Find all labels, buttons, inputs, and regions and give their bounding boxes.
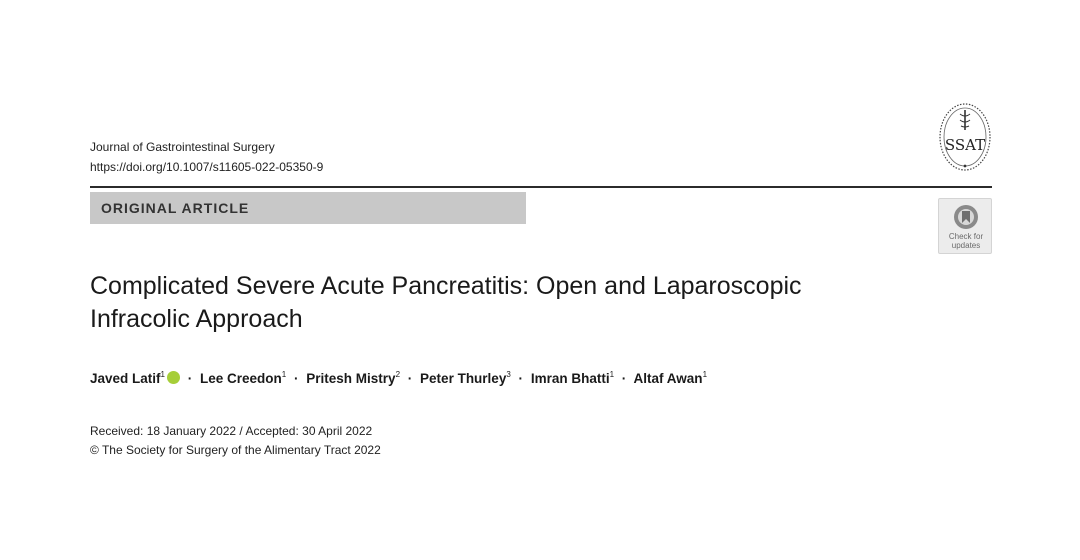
crossmark-icon [953, 204, 979, 230]
header-rule [90, 186, 992, 188]
doi-link[interactable]: https://doi.org/10.1007/s11605-022-05350-9 [90, 160, 324, 174]
author-affiliation: 1 [609, 370, 615, 379]
received-accepted-dates: Received: 18 January 2022 / Accepted: 30 April 2022 [90, 424, 373, 438]
check-for-updates-label: Check for updates [948, 232, 984, 250]
author-list [90, 370, 707, 386]
author-name[interactable]: Peter Thurley [420, 371, 507, 386]
author-affiliation: 1 [160, 370, 165, 379]
author-separator: · [187, 371, 193, 386]
ssat-seal-icon [936, 100, 994, 174]
author-affiliation: 2 [395, 370, 401, 379]
author-name[interactable]: Pritesh Mistry [306, 371, 396, 386]
copyright-notice: © The Society for Surgery of the Alimentary Tract 2022 [90, 443, 381, 457]
author-affiliation: 1 [702, 370, 708, 379]
author-name[interactable]: Imran Bhatti [530, 371, 610, 386]
author-affiliation: 1 [281, 370, 287, 379]
check-for-updates-badge[interactable] [938, 198, 992, 254]
author-separator: · [294, 371, 299, 386]
ssat-logo [936, 100, 994, 174]
author-separator: · [407, 371, 413, 386]
article-type-banner [90, 192, 526, 224]
author-separator: · [518, 371, 524, 386]
author-name[interactable]: Altaf Awan [633, 371, 703, 386]
author-name[interactable]: Javed Latif [90, 371, 161, 386]
author-separator: · [621, 371, 627, 386]
author-name[interactable]: Lee Creedon [200, 371, 282, 386]
author-affiliation: 3 [506, 370, 511, 379]
article-title: Complicated Severe Acute Pancreatitis: Open and Laparoscopic Infracolic Approach [90, 272, 802, 333]
article-type-label: ORIGINAL ARTICLE [101, 200, 250, 216]
journal-name: Journal of Gastrointestinal Surgery [90, 140, 275, 154]
orcid-icon[interactable] [167, 371, 180, 384]
logo-text: SSAT [944, 136, 986, 154]
